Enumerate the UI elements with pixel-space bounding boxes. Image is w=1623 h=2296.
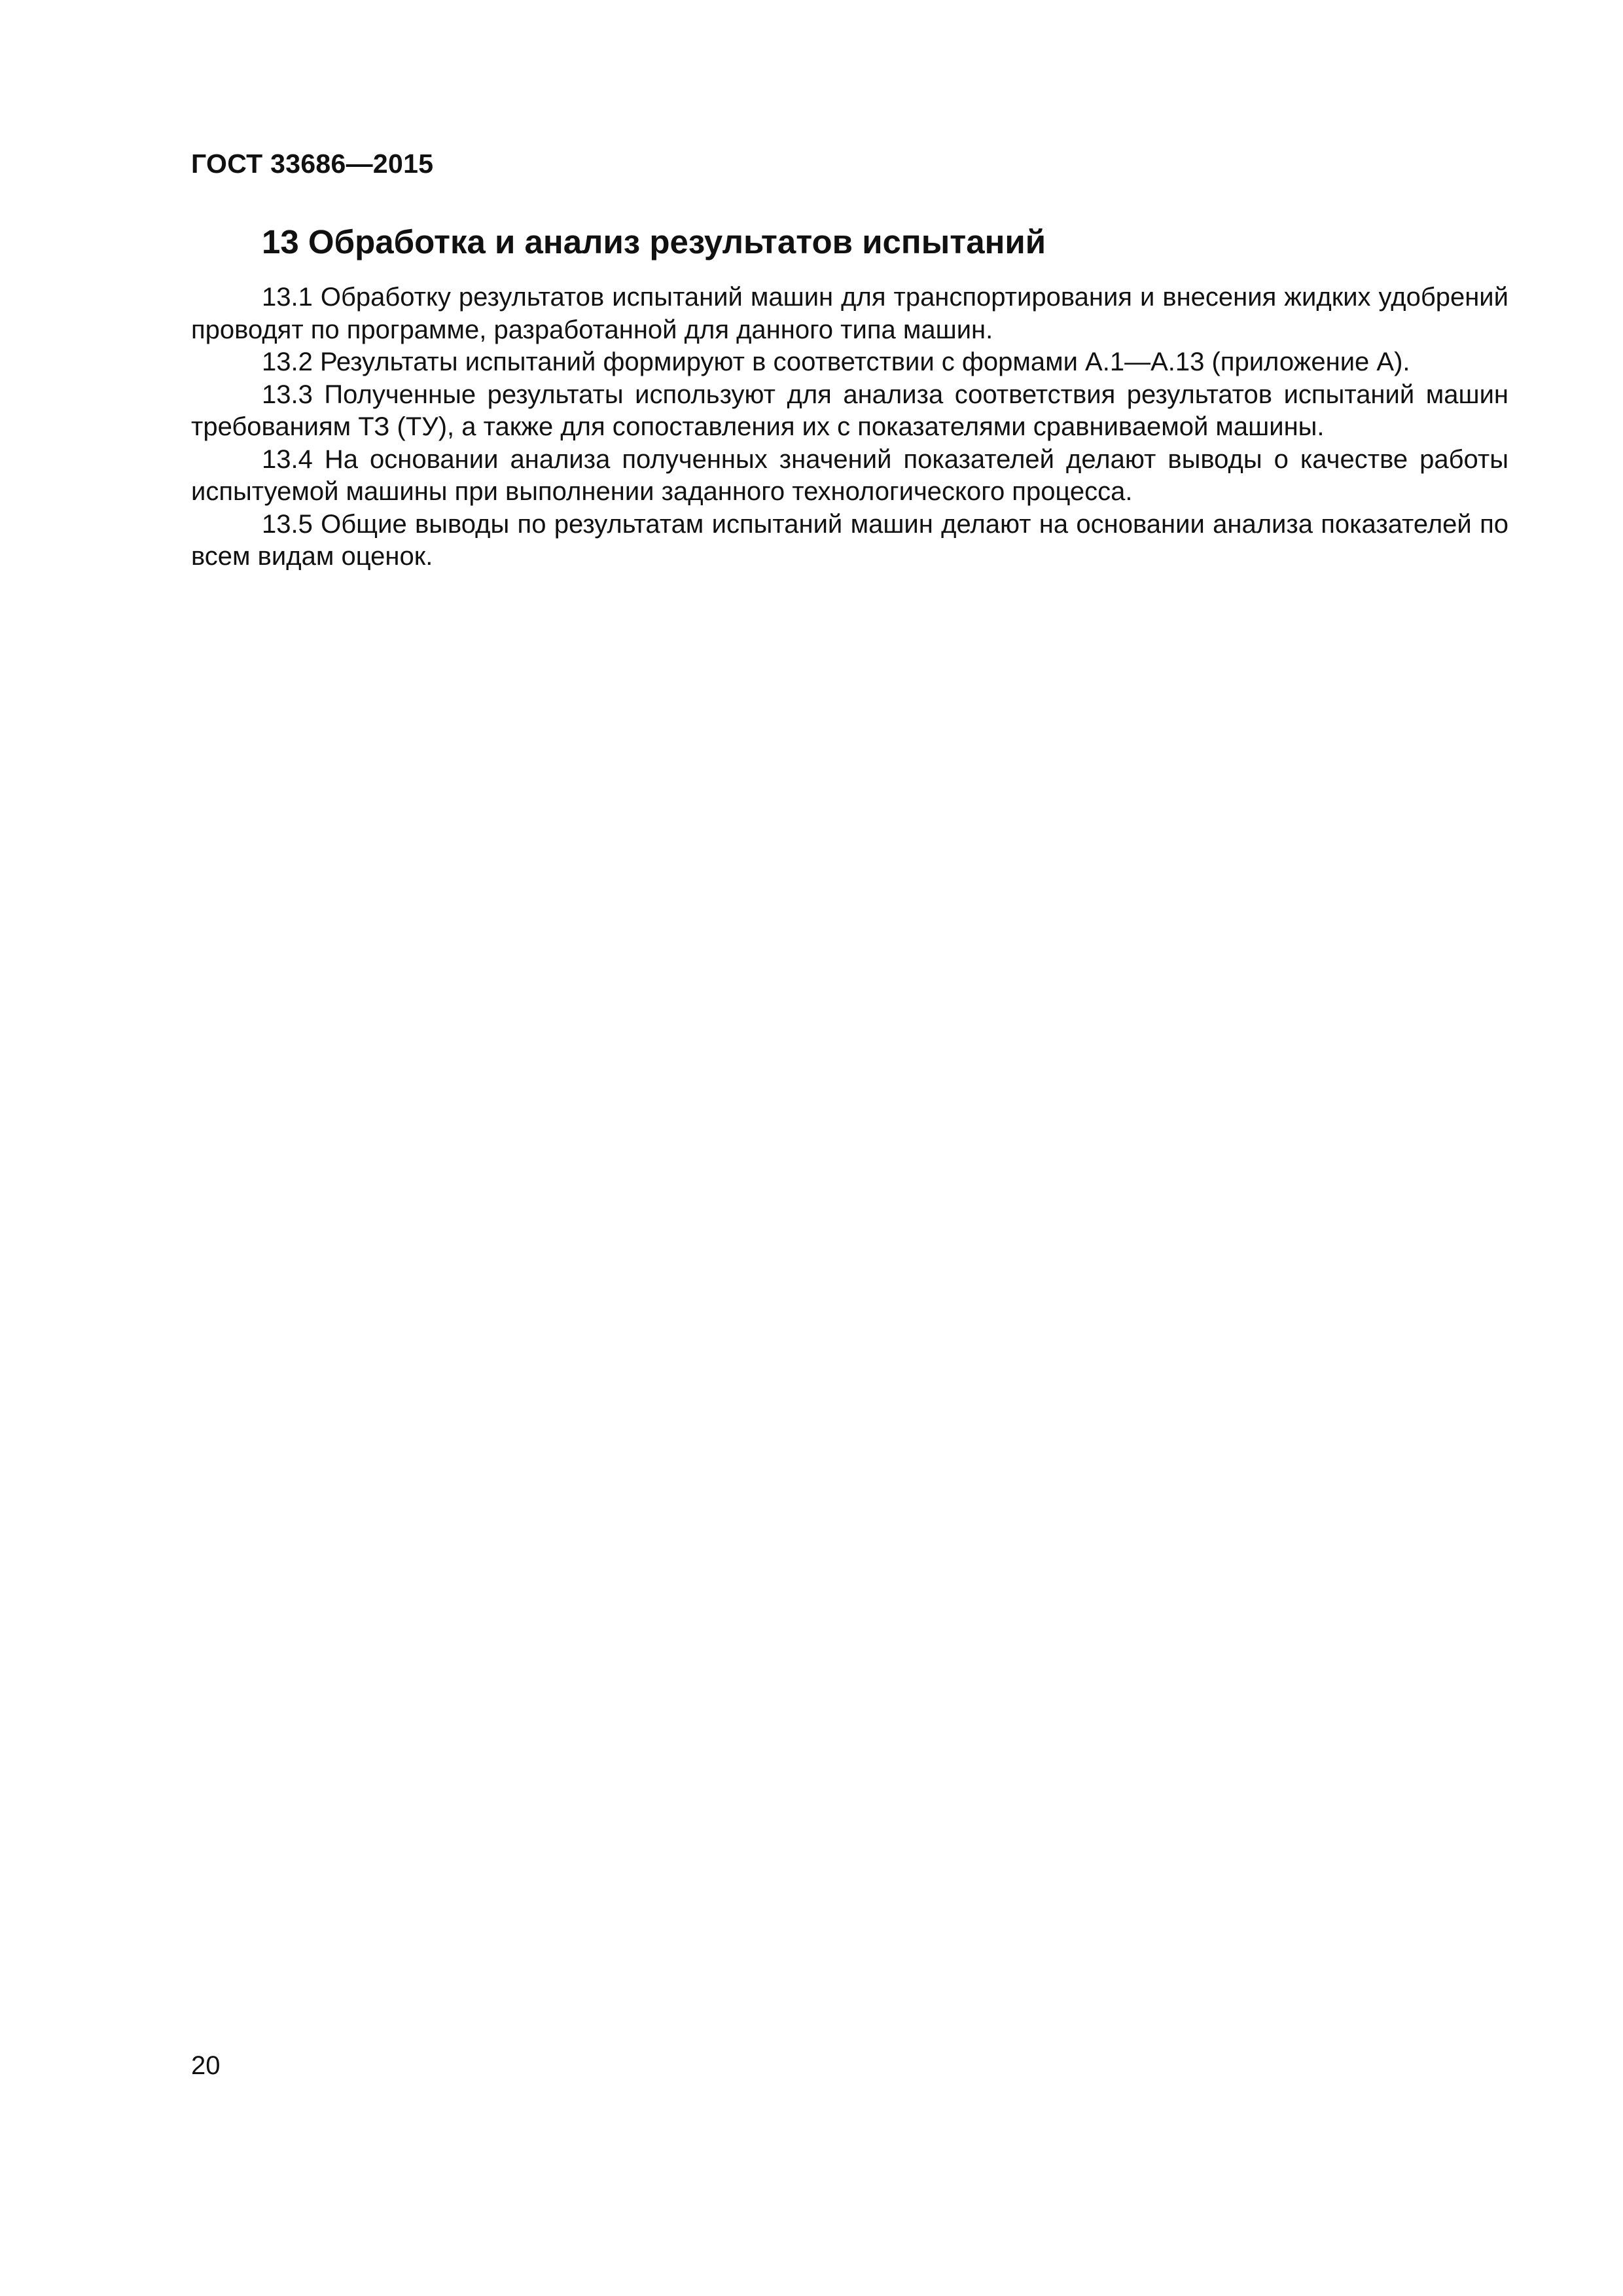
section-title: 13 Обработка и анализ результатов испытаний — [262, 223, 1046, 260]
paragraph-13-1: 13.1 Обработку результатов испытаний машин для транспортирования и внесения жидких удобрений проводят по программе, разработанной для данного типа машин. — [191, 283, 1508, 344]
paragraph-13-4: 13.4 На основании анализа полученных значений показателей делают выводы о качестве работы испытуемой машины при выполнении заданного технологического процесса. — [191, 444, 1508, 506]
page-number: 20 — [191, 2051, 221, 2080]
section-body — [191, 281, 1508, 573]
paragraph-13-3: 13.3 Полученные результаты используют для анализа соответствия результатов испытаний машин требованиям ТЗ (ТУ), а также для сопоставления их с показателями сравниваемой машины. — [191, 380, 1508, 441]
paragraph-13-2: 13.2 Результаты испытаний формируют в соответствии с формами А.1—А.13 (приложение А). — [262, 348, 1410, 376]
paragraph-13-5: 13.5 Общие выводы по результатам испытаний машин делают на основании анализа показателей по всем видам оценок. — [191, 509, 1508, 571]
standard-code-header: ГОСТ 33686—2015 — [191, 149, 434, 179]
